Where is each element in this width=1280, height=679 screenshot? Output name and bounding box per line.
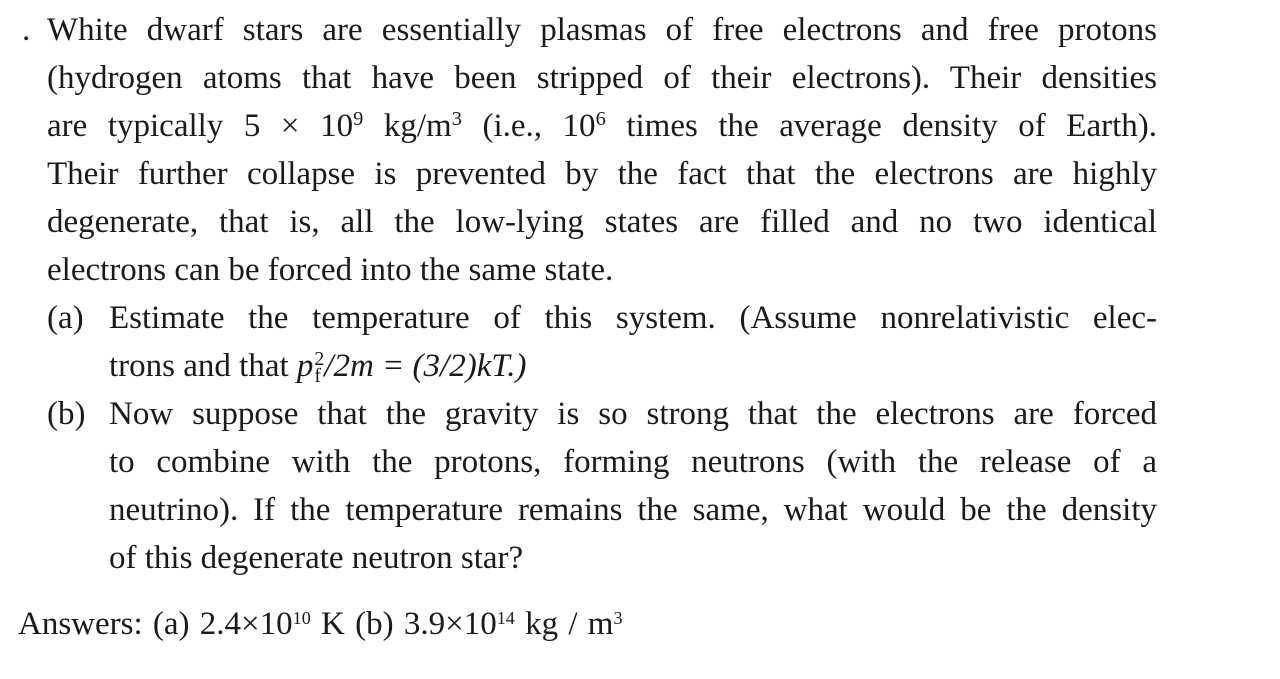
intro-line-3: Their further collapse is prevented by the fact that the electrons are highly	[47, 156, 1157, 192]
density-text-d: times the average density of Earth).	[605, 108, 1157, 144]
intro-line-1: White dwarf stars are essentially plasmas of free electrons and free protons	[47, 12, 1157, 48]
intro-line-density	[47, 102, 1157, 150]
fermi-momentum-subsup	[314, 347, 325, 388]
part-b-body	[109, 390, 1182, 582]
answer-a-unit: K (b) 3.9×10	[310, 606, 497, 642]
density-exp-1: 9	[353, 107, 364, 130]
answer-a-exponent: 10	[292, 608, 311, 629]
problem-marker: .	[22, 12, 31, 48]
density-text-b: kg/m	[363, 108, 452, 144]
density-text-c: (i.e., 10	[461, 108, 596, 144]
answers-line	[18, 600, 623, 648]
density-exp-2: 3	[451, 107, 462, 130]
intro-line-4: degenerate, that is, all the low-lying states are filled and no two identical	[47, 204, 1157, 240]
part-a-line-2	[109, 342, 1157, 390]
answer-b-exponent: 14	[496, 608, 515, 629]
density-text-a: are typically 5 × 10	[47, 108, 354, 144]
part-a-line-1: Estimate the temperature of this system. (Assume nonrelativistic elec-	[109, 300, 1157, 336]
problem-statement	[22, 6, 1182, 582]
answer-unit-exponent: 3	[613, 608, 623, 629]
density-exp-3: 6	[595, 107, 606, 130]
fermi-momentum-sup: 2	[314, 347, 325, 370]
problem-intro	[47, 6, 1182, 294]
intro-line-2: (hydrogen atoms that have been stripped of their electrons). Their densities	[47, 60, 1157, 96]
answer-prefix: Answers: (a) 2.4×10	[18, 606, 293, 642]
answer-b-unit: kg / m	[514, 606, 614, 642]
part-a-body	[109, 294, 1182, 390]
part-a-line-2-text: trons and that	[109, 348, 297, 384]
part-b-line-4: of this degenerate neutron star?	[109, 540, 524, 576]
fermi-energy-equation: /2m = (3/2)kT.)	[324, 348, 527, 384]
part-b	[47, 390, 1182, 582]
part-b-line-3: neutrino). If the temperature remains the same, what would be the density	[109, 492, 1157, 528]
intro-line-5: electrons can be forced into the same state.	[47, 252, 614, 288]
fermi-momentum-sub: f	[314, 365, 321, 388]
fermi-momentum-symbol	[297, 342, 324, 390]
part-a	[47, 294, 1182, 390]
part-b-line-1: Now suppose that the gravity is so strong that the electrons are forced	[109, 396, 1157, 432]
part-b-label: (b)	[47, 396, 86, 432]
fermi-momentum-p: p	[296, 348, 314, 384]
part-a-label: (a)	[47, 300, 84, 336]
part-b-line-2: to combine with the protons, forming neutrons (with the release of a	[109, 444, 1157, 480]
